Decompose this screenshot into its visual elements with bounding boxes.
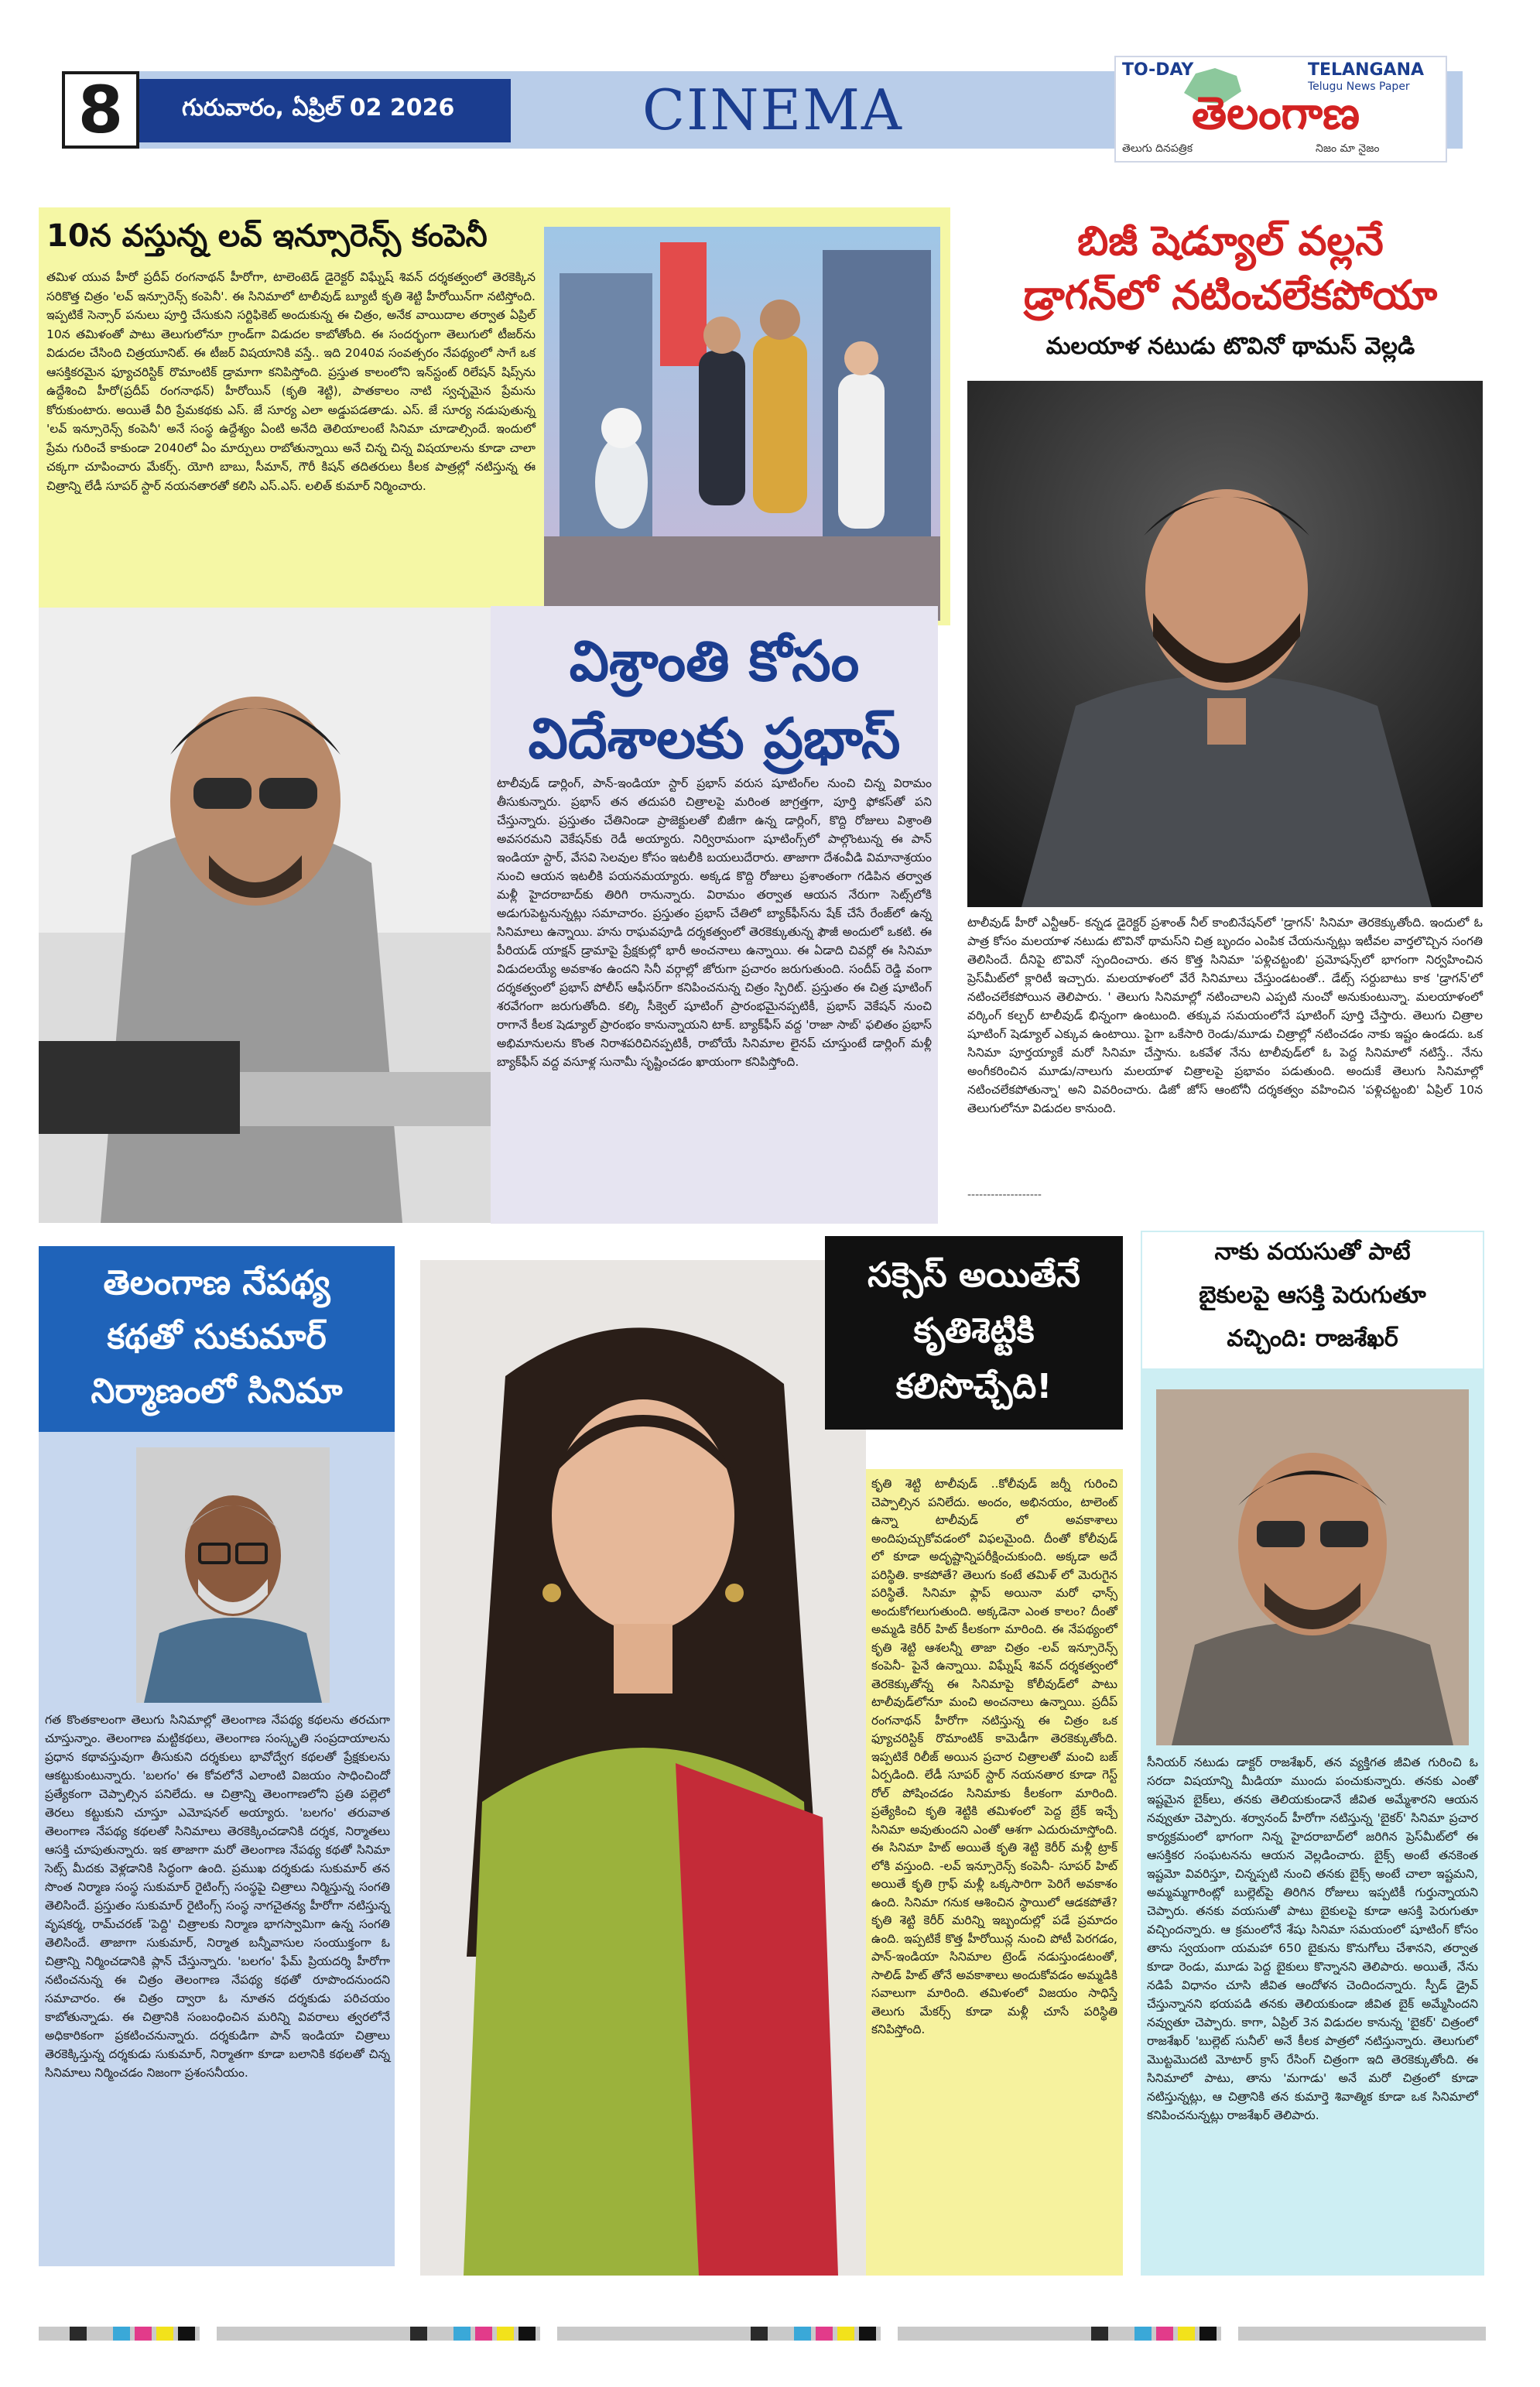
article-rajasekhar-headline-line3: వచ్చింది: రాజశేఖర్ [1227,1325,1398,1352]
strip-swatch [794,2327,811,2341]
strip-swatch [200,2327,217,2341]
page-number: 8 [62,71,139,149]
strip-swatch [881,2327,898,2341]
rajasekhar-photo [1156,1389,1469,1745]
tovino-thomas-photo [967,381,1483,907]
article-tovino-headline-line2: డ్రాగన్‌లో నటించలేకపోయా [1023,272,1438,319]
article-krithi-body: కృతి శెట్టి టాలీవుడ్ ..కోలీవుడ్ జర్నీ గురించి చెప్పాల్సిన పనిలేదు. అందం, అభినయం, టాలెంట్ ఉన్నా టాలీవుడ్ లో అవకాశాలు అందిపుచ్చుకోవడంలో విఫలమైంది. దీంతో కోలీవుడ్ లో కూడా అదృష్టాన్నిపరీక్షించుకుంది. అక్కడా అదే పరిస్థితి. కాకపోతే? తెలుగు కంటే తమిళ్ లో మెరుగైన పరిస్థితే. సినిమా ఫ్లాప్ అయినా మరో ఛాన్స్ అందుకోగలుగుతుంది. అక్కడెనా ఎంత కాలం? దీంతో అమ్మడి కెరీర్ హిట్ కీలకంగా మారింది. ఈ నేపథ్యంలో కృతి శెట్టి ఆశలన్నీ తాజా చిత్రం -లవ్ ఇన్సూరెన్స్ కంపెనీ- పైనే ఉన్నాయి. విఘ్నేష్ శివన్ దర్శకత్వంలో తెరకెక్కుతోన్న ఈ సినిమాపై కోలీవుడ్‌లో పాటు టాలీవుడ్‌లోనూ మంచి అంచనాలు ఉన్నాయి. ప్రదీప్ రంగనాథన్ హీరోగా నటిస్తున్న ఈ చిత్రం ఒక ఫ్యూచరిస్టిక్ రొమాంటిక్ కామెడీగా తెరకెక్కుతోంది. ఇప్పటికే రిలీజ్ అయిన ప్రచార చిత్రాలతో మంచి బజ్ ఏర్పడింది. లేడీ సూపర్ స్టార్ నయనతార కూడా గెస్ట్ రోల్ పోషించడం సినిమాకు కీలకంగా మారింది. ప్రత్యేకించి కృతి శెట్టికి తమిళంలో పెద్ద బ్రేక్ ఇచ్చే సినిమా అవుతుందని ఎంతో ఆశగా ఎదురుచూస్తోంది. ఈ సినిమా హిట్ అయితే కృతి శెట్టి కెరీర్ మళ్లీ ట్రాక్ లోకి వస్తుంది. -లవ్ ఇన్సూరెన్స్ కంపెనీ- సూపర్ హిట్ అయితే కృతి గ్రాఫ్ మళ్లీ ఒక్కసారిగా పెరిగే అవకాశం ఉంది. సినిమా గనుక ఆశించిన స్థాయిలో ఆడకపోతే? కృతి శెట్టి కెరీర్ మరిన్ని ఇబ్బందుల్లో పడే ప్రమాదం ఉంది. ఇప్పటికే కొత్త హీరోయిన్ల నుంచి పోటీ పెరగడం, పాన్-ఇండియా సినిమాల ట్రెండ్ నడుస్తుండటంతో, సాలిడ్ హిట్ తోనే అవకాశాలు అందుకోవడం అమ్మడికి సవాలుగా మారింది. తమిళంలో విజయం సాధిస్తే తెలుగు మేకర్స్ కూడా మళ్లీ చూసే పరిస్థితి కనిపిస్తోంది. [871,1477,1117,2036]
strip-swatch [1221,2327,1238,2341]
article-prabhas-headline-line1: విశ్రాంతి కోసం [569,628,860,693]
strip-swatch [540,2327,557,2341]
strip-swatch [70,2327,87,2341]
logo-tagline-right: నిజం మా నైజం [1316,142,1380,155]
article-tovino-headline-line1: బిజీ షెడ్యూల్ వల్లనే [1077,218,1384,265]
article-prabhas-body: టాలీవుడ్ డార్లింగ్, పాన్-ఇండియా స్టార్ ప్రభాస్ వరుస షూటింగ్‌ల నుంచి చిన్న విరామం తీసుకున్నారు. ప్రభాస్ తన తదుపరి చిత్రాలపై మరింత జాగ్రత్తగా, పూర్తి ఫోకస్‌తో పని చేస్తున్నారు. ప్రస్తుతం చేతినిండా ప్రాజెక్టులతో బిజీగా ఉన్న డార్లింగ్, కొద్ది రోజులు విశ్రాంతి అవసరమని వెకేషన్‌కు రెడీ అయ్యారు. నిర్విరామంగా షూటింగ్స్‌లో పాల్గొంటున్న ఈ పాన్ ఇండియా స్టార్, వేసవి సెలవుల కోసం ఇటలీకి బయలుదేరారు. తాజాగా దేశంవీడి విమానాశ్రయం నుంచి ఆయన ఇటలీకి పయనమయ్యారు. అక్కడ కొద్ది రోజులు ప్రశాంతంగా గడిపిన తర్వాత మళ్లీ హైదరాబాద్‌కు తిరిగి రానున్నారు. విరామం తర్వాత ఆయన నేరుగా సెట్స్‌లోకి అడుగుపెట్టనున్నట్లు సమాచారం. ప్రస్తుతం ప్రభాస్ చేతిలో బ్యాక్‌ఫీస్‌ను షేక్ చేసే రేంజ్‌లో ఉన్న సినిమాలు ఉన్నాయి. హను రాఘవపూడి దర్శకత్వంలో తెరకెక్కుతున్న ఫౌజీ అందులో ఒకటి. ఈ పీరియడ్ యాక్షన్ డ్రామాపై ప్రేక్షకుల్లో భారీ అంచనాలు ఉన్నాయి. ఈ ఏడాది చివర్లో ఈ సినిమా విడుదలయ్యే అవకాశం ఉందని సినీ వర్గాల్లో జోరుగా ప్రచారం జరుగుతుంది. సందీప్ రెడ్డి వంగా దర్శకత్వంలో ప్రభాస్ పోలీస్ ఆఫీసర్‌గా కనిపించనున్న చిత్రం స్పిరిట్. ప్రస్తుతం ఈ చిత్ర షూటింగ్ శరవేగంగా జరుగుతోంది. కల్కి సీక్వెల్ షూటింగ్ ప్రారంభమైనప్పటికీ, ప్రభాస్ వెకేషన్ నుంచి రాగానే కీలక షెడ్యూల్ ప్రారంభం కానున్నాయని టాక్. బ్యాక్‌ఫీస్ వద్ద 'రాజా సాబ్' ఫలితం ప్రభాస్ అభిమానులను కొంత నిరాశపరిచినప్పటికీ, రాబోయే సినిమాల లైనప్ చూస్తుంటే డార్లింగ్ మళ్లీ బ్యాక్‌ఫీస్ వద్ద వసూళ్ల సునామీ సృష్టించడం ఖాయంగా కనిపిస్తోంది. [497,776,932,1069]
article-sukumar-headline-line2: కథతో సుకుమార్ [107,1317,327,1357]
strip-swatch [1113,2327,1130,2341]
print-color-strip [39,2322,1486,2345]
prabhas-photo [39,608,491,1223]
strip-swatch [432,2327,449,2341]
strip-swatch [91,2327,108,2341]
section-title: CINEMA [642,77,903,142]
article-krithi-headline-line3: కలిసొచ్చేది! [895,1367,1052,1406]
strip-swatch [1178,2327,1195,2341]
krithi-shetty-photo [420,1260,866,2276]
article-divider: ------------------- [967,1189,1042,1201]
strip-swatch [1156,2327,1173,2341]
strip-swatch [178,2327,195,2341]
strip-swatch [751,2327,768,2341]
logo-tagline-left: తెలుగు దినపత్రిక [1122,142,1193,155]
article-tovino-subheadline: మలయాళ నటుడు టొవినో థామస్ వెల్లడి [1045,333,1415,360]
strip-swatch [518,2327,536,2341]
article-rajasekhar-body: సీనియర్ నటుడు డాక్టర్ రాజశేఖర్, తన వ్యక్తిగత జీవిత గురించి ఓ సరదా విషయాన్ని మీడియా ముందు పంచుకున్నారు. తనకు ఎంతో ఇష్టమైన బైక్‌లు, తనకు తెలియకుండానే జీవిత అమ్మేశారని ఆయన నవ్వుతూ చెప్పారు. శర్వానంద్ హీరోగా నటిస్తున్న 'బైకర్' సినిమా ప్రచార కార్యక్రమంలో భాగంగా నిన్న హైదరాబాద్‌లో జరిగిన ప్రెస్‌మీట్‌లో ఈ ఆసక్తికర సంఘటనను ఆయన వెల్లడించారు. బైక్స్ అంటే తనకెంత ఇష్టమో వివరిస్తూ, చిన్నప్పటి నుంచి తనకు బైక్స్ అంటే చాలా ఇష్టమని, అమ్మమ్మగారింట్లో బుల్లెట్‌పై తిరిగిన రోజులు ఇప్పటికీ గుర్తున్నాయని చెప్పారు. తనకు వయసుతో పాటు బైకులపై కూడా ఆసక్తి పెరుగుతూ వచ్చిందన్నారు. ఆ క్రమంలోనే శేషు సినిమా సమయంలో షూటింగ్ కోసం తాను స్వయంగా యమహా 650 బైకును కొనుగోలు చేశానని, తర్వాత కూడా రెండు, మూడు పెద్ద బైకులు కొన్నానని తెలిపారు. అయితే, నేను నడిపే విధానం చూసి జీవిత ఆందోళన చెందిందన్నారు. స్పీడ్ డ్రైవ్ చేస్తున్నానని భయపడి తనకు తెలియకుండా జీవిత బైక్ అమ్మేసిందని నవ్వుతూ చెప్పారు. కాగా, ఏప్రిల్ 3న విడుదల కానున్న 'బైకర్' చిత్రంలో రాజశేఖర్ 'బుల్లెట్ సునీల్' అనే కీలక పాత్రలో నటిస్తున్నారు. తెలుగులో మొట్టమొదటి మోటార్ క్రాస్ రేసింగ్ చిత్రంగా ఇది తెరకెక్కుతోంది. ఈ సినిమాలో పాటు, తాను 'మగాడు' అనే మరో చిత్రంలో కూడా నటిస్తున్నట్లు, ఆ చిత్రానికి తన కుమార్తె శివాత్మిక కూడా ఒక సినిమాలో కనిపించనున్నట్లు రాజశేఖర్ తెలిపారు. [1147,1755,1478,2122]
article-sukumar-body: గత కొంతకాలంగా తెలుగు సినిమాల్లో తెలంగాణ నేపథ్య కథలను తరచుగా చూస్తున్నాం. తెలంగాణ మట్టికథలు, తెలంగాణ సంస్కృతి సంప్రదాయాలను ప్రధాన కథావస్తువుగా తీసుకుని దర్శకులు భావోద్వేగ కథలతో ప్రేక్షకులను ఆకట్టుకుంటున్నారు. 'బలగం' ఈ కోవలోనే ఎలాంటి విజయం సాధించిందో ప్రత్యేకంగా చెప్పాల్సిన పనిలేదు. ఆ చిత్రాన్ని తెలంగాణలోని ప్రతి పల్లెలో తెరలు కట్టుకుని చూస్తూ ఎమోషనల్ అయ్యారు. 'బలగం' తరువాత తెలంగాణ నేపథ్య కథలతో సినిమాలు తెరకెక్కించడానికి దర్శక, నిర్మాతలు ఆసక్తి చూపుతున్నారు. ఇక తాజాగా మరో తెలంగాణ నేపథ్య కథతో సినిమా సెట్స్ మీదకు వెళ్లడానికి సిద్ధంగా ఉంది. ప్రముఖ దర్శకుడు సుకుమార్ తన సొంత నిర్మాణ సంస్థ సుకుమార్ రైటింగ్స్ సంస్థపై చిత్రాలు నిర్మిస్తున్న సంగతి తెలిసిందే. ప్రస్తుతం సుకుమార్ రైటింగ్స్ సంస్థ నాగచైతన్య హీరోగా నటిస్తున్న వృషకర్మ, రామ్‌చరణ్ 'పెద్ది' చిత్రాలకు నిర్మాణ భాగస్వామిగా ఉన్న సంగతి తెలిసిందే. తాజాగా సుకుమార్, నిర్మాత బన్నీవాసుల సంయుక్తంగా ఓ చిత్రాన్ని నిర్మించడానికి ప్లాన్ చేస్తున్నారు. 'బలగం' ఫేమ్ ప్రియదర్శి హీరోగా నటించనున్న ఈ చిత్రం తెలంగాణ నేపథ్య కథతో రూపొందనుందని సమాచారం. ఈ చిత్రం ద్వారా ఓ నూతన దర్శకుడు పరిచయం కాబోతున్నాడు. ఈ చిత్రానికి సంబంధించిన మరిన్ని వివరాలు త్వరలోనే అధికారికంగా ప్రకటించనున్నారు. దర్శకుడిగా పాన్ ఇండియా చిత్రాలు తెరకెక్కిస్తున్న దర్శకుడు సుకుమార్, నిర్మాతగా కూడా బలానికి కథలతో చిన్న సినిమాలు నిర్మించడం నిజంగా ప్రశంసనీయం. [45,1713,390,2080]
article-krithi-headline-line2: కృతిశెట్టికి [913,1311,1035,1351]
logo-wordmark: తెలంగాణ [1192,87,1360,139]
article-prabhas-headline-line2: విదేశాలకు ప్రభాస్ [528,706,901,771]
article-sukumar-headline-line1: తెలంగాణ నేపథ్య [103,1263,330,1303]
strip-swatch [113,2327,130,2341]
article-tovino-body: టాలీవుడ్ హీరో ఎన్టీఆర్- కన్నడ డైరెక్టర్ ప్రశాంత్ నీల్ కాంబినేషన్‌లో 'డ్రాగన్' సినిమా తెరకెక్కుతోంది. ఇందులో ఓ పాత్ర కోసం మలయాళ నటుడు టొవినో థామస్‌ని చిత్ర బృందం ఎంపిక చేయనున్నట్లు ఇటీవల వార్తలొచ్చిన సంగతి తెలిసిందే. దీనిపై టొవినో స్పందించారు. తన కొత్త సినిమా 'పళ్లిచట్టంబి' ప్రమోషన్స్‌లో భాగంగా నిర్వహించిన ప్రెస్‌మీట్‌లో క్లారిటీ ఇచ్చారు. మలయాళంలో వేరే సినిమాలు చేస్తుండటంతో.. డేట్స్ సర్దుబాటు కాక 'డ్రాగన్'లో నటించలేకపోయిన తెలిపారు. ' తెలుగు సినిమాల్లో నటించాలని ఎప్పటి నుంచో అనుకుంటున్నా. మలయాళంలో వర్కింగ్ కల్చర్ టాలీవుడ్ భిన్నంగా ఉంటుంది. తక్కువ సమయంలోనే షూటింగ్ పూర్తి చేస్తారు. తెలుగు చిత్రాల షూటింగ్ షెడ్యూల్ ఎక్కువ ఉంటాయి. పైగా ఒకేసారి రెండు/మూడు చిత్రాల్లో నటించడం నాకు ఇష్టం ఉండదు. ఒక సినిమా పూర్తయ్యాకే మరో సినిమా చేస్తాను. ఒకవేళ నేను టాలీవుడ్‌లో ఓ పెద్ద సినిమాలో నటిస్తే.. నేను అంగీకరించిన మూడు/నాలుగు మలయాళ చిత్రాలపై ప్రభావం పడుతుంది. అందుకే తెలుగు సినిమాల్లో నటించలేకపోతున్నా' అని వివరించారు. డిజో జోస్ ఆంటోనీ దర్శకత్వం వహించిన 'పళ్లిచట్టంబి' ఏప్రిల్ 10న తెలుగులోనూ విడుదల కానుంది. [967,916,1483,1115]
strip-swatch [859,2327,876,2341]
article-love-insurance-body: తమిళ యువ హీరో ప్రదీప్ రంగనాథన్ హీరోగా, టాలెంటెడ్ డైరెక్టర్ విఘ్నేష్ శివన్ దర్శకత్వంలో తెరకెక్కిన సరికొత్త చిత్రం 'లవ్ ఇన్సూరెన్స్ కంపెనీ'. ఈ సినిమాలో టాలీవుడ్ బ్యూటీ కృతి శెట్టి హీరోయిన్‌గా నటిస్తోంది. ఇప్పటికే సెన్సార్ పనులు పూర్తి చేసుకుని సర్టిఫికెట్ అందుకున్న ఈ చిత్రం, అనేక వాయిదాల తర్వాత ఏప్రిల్ 10న తమిళంతో పాటు తెలుగులోనూ గ్రాండ్‌గా విడుదల కాబోతోంది. ఈ సందర్భంగా తెలుగులో టీజర్‌ను విడుదల చేసింది చిత్రయూనిట్. ఈ టీజర్ విషయానికి వస్తే.. ఇది 2040వ సంవత్సరం నేపథ్యంలో సాగే ఒక ఆసక్తికరమైన ఫ్యూచరిస్టిక్ రొమాంటిక్ డ్రామాగా కనిపిస్తోంది. ప్రస్తుత కాలంలోని ఇన్‌స్టంట్ రిలేషన్ షిప్స్‌ను ఉద్దేశించి హీరో(ప్రదీప్ రంగనాథన్) హీరోయిన్ (కృతి శెట్టి), పాతకాలం నాటి స్వచ్ఛమైన ప్రేమను కోరుకుంటారు. అయితే వీరి ప్రేమకథకు ఎస్. జే సూర్య ఎలా అడ్డుపడతాడు. ఎస్. జే సూర్య నడుపుతున్న 'లవ్ ఇన్సూరెన్స్ కంపెనీ' అనే సంస్థ ఉద్దేశ్యం ఏంటి అనేది తెలియాలంటే సినిమా చూడాల్సిందే. ఇందులో ప్రేమ గురించే కాకుండా 2040లో ఏం మార్పులు రాబోతున్నాయి అనే చిన్న చిన్న విషయాలను కూడా చాలా చక్కగా చూపించారు మేకర్స్. యోగి బాబు, సీమాన్, గౌరీ కిషన్ తదితరులు కీలక పాత్రల్లో నటిస్తున్న ఈ చిత్రాన్ని లేడీ సూపర్ స్టార్ నయనతారతో కలిసి ఎస్.ఎస్. లలిత్ కుమార్ నిర్మించారు. [46,270,536,493]
strip-swatch [837,2327,854,2341]
strip-swatch [156,2327,173,2341]
article-love-insurance-headline: 10న వస్తున్న లవ్ ఇన్సూరెన్స్ కంపెనీ [46,218,488,254]
love-insurance-poster-image [544,227,940,621]
strip-swatch [410,2327,427,2341]
strip-swatch [1199,2327,1217,2341]
logo-state-text: TELANGANA [1308,60,1425,80]
strip-swatch [497,2327,514,2341]
logo-subtitle: Telugu News Paper [1308,80,1410,93]
strip-swatch [772,2327,789,2341]
article-rajasekhar-headline-line1: నాకు వయసుతో పాటే [1214,1238,1411,1265]
strip-swatch [135,2327,152,2341]
sukumar-photo [136,1447,330,1703]
strip-swatch [1134,2327,1152,2341]
article-sukumar-headline-line3: నిర్మాణంలో సినిమా [91,1372,343,1411]
logo-today-text: TO-DAY [1122,60,1194,80]
strip-swatch [1091,2327,1108,2341]
strip-swatch [475,2327,492,2341]
strip-swatch [816,2327,833,2341]
article-krithi-headline-line1: సక్సెస్ అయితేనే [868,1255,1080,1295]
strip-swatch [453,2327,471,2341]
issue-date: గురువారం, ఏప్రిల్ 02 2026 [182,94,455,122]
article-rajasekhar-headline-line2: బైకులపై ఆసక్తి పెరుగుతూ [1199,1282,1426,1309]
